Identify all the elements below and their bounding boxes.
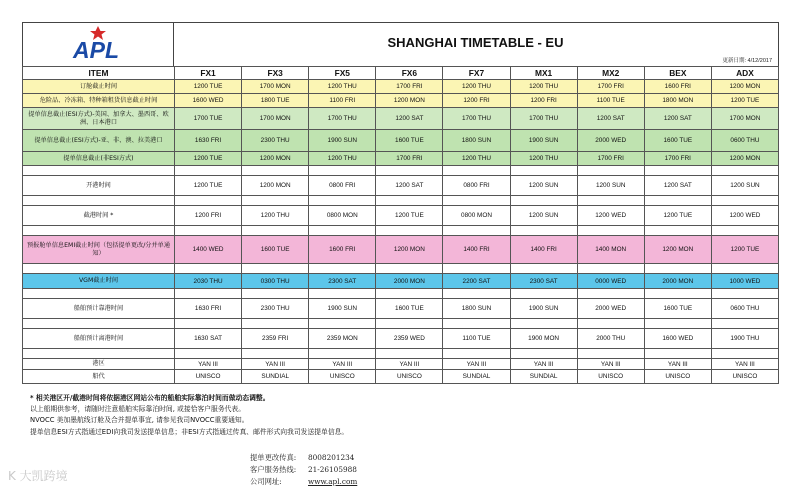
table-cell: UNISCO	[309, 370, 376, 384]
table-cell: 1600 FRI	[644, 80, 711, 94]
table-cell	[711, 264, 778, 274]
row-label	[23, 319, 175, 329]
table-cell	[577, 166, 644, 176]
column-header: FX3	[242, 67, 309, 80]
table-cell: 1400 FRI	[510, 236, 577, 264]
row-label: 港区	[23, 359, 175, 370]
table-cell: YAN III	[376, 359, 443, 370]
table-cell: 1600 TUE	[644, 299, 711, 319]
column-header: FX6	[376, 67, 443, 80]
table-row	[23, 80, 779, 94]
table-cell: 1100 TUE	[443, 329, 510, 349]
row-label	[23, 196, 175, 206]
table-cell: 1200 MON	[376, 94, 443, 108]
row-label	[23, 289, 175, 299]
table-cell	[644, 166, 711, 176]
table-cell: 0600 THU	[711, 299, 778, 319]
table-cell: 1200 FRI	[175, 206, 242, 226]
table-cell: 1200 MON	[644, 236, 711, 264]
table-cell	[711, 226, 778, 236]
table-cell: YAN III	[711, 359, 778, 370]
table-cell: 2000 WED	[577, 130, 644, 152]
table-cell: YAN III	[309, 359, 376, 370]
table-cell	[510, 349, 577, 359]
fax-number: 8008201234	[308, 453, 355, 462]
table-cell	[443, 226, 510, 236]
table-cell: YAN III	[644, 359, 711, 370]
table-cell: 1200 WED	[711, 206, 778, 226]
table-cell: 1600 TUE	[242, 236, 309, 264]
table-cell	[242, 264, 309, 274]
table-cell	[644, 196, 711, 206]
table-cell: 1900 SUN	[309, 130, 376, 152]
table-cell: 1200 SAT	[644, 176, 711, 196]
table-cell: 1200 TUE	[175, 152, 242, 166]
table-cell: 1200 THU	[510, 152, 577, 166]
table-cell: 1200 THU	[443, 80, 510, 94]
table-cell	[443, 289, 510, 299]
row-label: 提单信息截止(ESI方式)-美国、加拿大、墨西哥、欧洲、日本港口	[23, 108, 175, 130]
note-line: NVOCC 美加墨航线订舱及合并提单事宜, 请参见我司NVOCC重要通知。	[30, 416, 249, 425]
update-date-label: 更新日期:	[722, 58, 746, 64]
table-cell: 1100 TUE	[577, 94, 644, 108]
row-label: 截港时间 *	[23, 206, 175, 226]
table-cell	[175, 264, 242, 274]
table-cell: 0000 WED	[577, 274, 644, 289]
row-label: 船舶预计靠港时间	[23, 299, 175, 319]
table-cell: 1200 TUE	[175, 80, 242, 94]
contact-row	[250, 452, 357, 464]
table-cell	[175, 319, 242, 329]
hotline-number: 21-26105988	[308, 465, 357, 474]
table-cell	[309, 166, 376, 176]
table-row	[23, 176, 779, 196]
table-cell: 1700 FRI	[577, 80, 644, 94]
table-cell: 1900 SUN	[510, 130, 577, 152]
table-cell: 1200 TUE	[711, 236, 778, 264]
table-row	[23, 359, 779, 370]
table-cell: 2300 THU	[242, 299, 309, 319]
table-cell: 1200 THU	[242, 206, 309, 226]
table-cell	[376, 349, 443, 359]
table-cell: 0800 MON	[309, 206, 376, 226]
table-row	[23, 226, 779, 236]
column-header-item: ITEM	[23, 67, 175, 80]
table-cell: 1700 MON	[711, 108, 778, 130]
table-cell: 1200 SAT	[376, 176, 443, 196]
table-cell	[510, 289, 577, 299]
table-cell: 1630 FRI	[175, 130, 242, 152]
table-cell	[376, 166, 443, 176]
table-cell	[242, 166, 309, 176]
row-label	[23, 166, 175, 176]
table-row	[23, 108, 779, 130]
table-cell: 0300 THU	[242, 274, 309, 289]
website-link[interactable]: www.apl.com	[308, 477, 358, 486]
table-cell: 1200 THU	[309, 80, 376, 94]
table-cell: 1400 MON	[577, 236, 644, 264]
table-cell	[242, 319, 309, 329]
table-cell: 2359 FRI	[242, 329, 309, 349]
table-cell: 1200 SAT	[577, 108, 644, 130]
table-cell	[510, 166, 577, 176]
table-cell	[577, 226, 644, 236]
table-cell	[711, 349, 778, 359]
timetable-table	[22, 66, 779, 384]
table-cell: UNISCO	[644, 370, 711, 384]
table-cell: 1630 FRI	[175, 299, 242, 319]
table-cell: 1200 MON	[711, 80, 778, 94]
table-cell	[242, 349, 309, 359]
table-cell: 1200 TUE	[711, 94, 778, 108]
table-cell: 0800 MON	[443, 206, 510, 226]
table-cell	[510, 226, 577, 236]
table-cell: 1600 TUE	[644, 130, 711, 152]
table-row	[23, 206, 779, 226]
table-cell: 1700 MON	[242, 108, 309, 130]
table-cell: SUNDIAL	[510, 370, 577, 384]
table-cell	[577, 319, 644, 329]
table-cell: UNISCO	[711, 370, 778, 384]
column-header: MX1	[510, 67, 577, 80]
table-cell	[175, 166, 242, 176]
table-cell: 1800 SUN	[443, 130, 510, 152]
table-row	[23, 130, 779, 152]
table-cell: 1200 SUN	[577, 176, 644, 196]
row-label	[23, 226, 175, 236]
table-cell	[577, 289, 644, 299]
table-cell: 1200 TUE	[175, 176, 242, 196]
table-cell: 1800 TUE	[242, 94, 309, 108]
watermark: K 大凯跨境	[8, 469, 68, 483]
table-cell	[309, 264, 376, 274]
table-cell	[175, 289, 242, 299]
row-label	[23, 349, 175, 359]
note-line: 提单信息ESI方式指通过EDI向我司发送提单信息；非ESI方式指通过传真、邮件形式向我司发送提单信息。	[30, 427, 349, 436]
table-cell: 1800 MON	[644, 94, 711, 108]
row-label: 订舱截止时间	[23, 80, 175, 94]
update-date-value: 4/12/2017	[747, 58, 772, 64]
table-cell: 1700 TUE	[175, 108, 242, 130]
table-cell: 1900 SUN	[309, 299, 376, 319]
table-cell: UNISCO	[175, 370, 242, 384]
table-cell: 1700 FRI	[644, 152, 711, 166]
table-cell	[443, 319, 510, 329]
table-cell	[309, 289, 376, 299]
table-cell	[577, 196, 644, 206]
table-cell: 1200 SAT	[644, 108, 711, 130]
table-cell: 1400 WED	[175, 236, 242, 264]
table-cell: 1200 THU	[309, 152, 376, 166]
table-cell	[376, 196, 443, 206]
table-cell	[577, 349, 644, 359]
row-label: 提单信息截止(非ESI方式)	[23, 152, 175, 166]
table-cell: 1200 MON	[711, 152, 778, 166]
table-cell: 2300 SAT	[309, 274, 376, 289]
table-cell: 2000 THU	[577, 329, 644, 349]
timetable-header	[22, 22, 779, 68]
table-cell	[175, 349, 242, 359]
table-cell: 1200 SAT	[376, 108, 443, 130]
table-cell: 2300 SAT	[510, 274, 577, 289]
table-cell: 2359 MON	[309, 329, 376, 349]
table-cell: 1200 TUE	[644, 206, 711, 226]
table-row	[23, 370, 779, 384]
table-cell: 2200 SAT	[443, 274, 510, 289]
column-header: FX7	[443, 67, 510, 80]
table-cell	[175, 226, 242, 236]
table-cell: YAN III	[577, 359, 644, 370]
table-cell	[510, 319, 577, 329]
table-cell	[711, 289, 778, 299]
table-row	[23, 264, 779, 274]
contact-label: 客户服务热线:	[250, 465, 297, 474]
logo-text: APL	[73, 37, 119, 63]
table-cell: 2000 MON	[644, 274, 711, 289]
table-row	[23, 319, 779, 329]
table-cell: 1400 FRI	[443, 236, 510, 264]
table-cell: 2000 MON	[376, 274, 443, 289]
contact-info	[250, 452, 357, 488]
table-cell	[309, 319, 376, 329]
table-cell: 2300 THU	[242, 130, 309, 152]
table-cell	[443, 349, 510, 359]
table-row	[23, 274, 779, 289]
table-cell: 1200 WED	[577, 206, 644, 226]
table-cell	[443, 264, 510, 274]
table-row	[23, 299, 779, 319]
row-label: 开港时间	[23, 176, 175, 196]
table-cell: 1700 THU	[510, 108, 577, 130]
table-row	[23, 152, 779, 166]
table-cell: YAN III	[242, 359, 309, 370]
table-cell	[443, 166, 510, 176]
table-cell	[376, 319, 443, 329]
row-label: 预报舱单信息EMI截止时间（包括提单更改/分并单通知）	[23, 236, 175, 264]
table-cell	[577, 264, 644, 274]
table-cell	[443, 196, 510, 206]
table-cell: UNISCO	[577, 370, 644, 384]
table-cell: 2359 WED	[376, 329, 443, 349]
table-cell: 1600 TUE	[376, 299, 443, 319]
table-cell	[242, 226, 309, 236]
table-cell: 1700 FRI	[376, 80, 443, 94]
table-cell	[711, 166, 778, 176]
table-cell: 1600 FRI	[309, 236, 376, 264]
table-cell: YAN III	[175, 359, 242, 370]
table-cell: 1600 WED	[644, 329, 711, 349]
table-cell: 1900 THU	[711, 329, 778, 349]
table-cell: 1700 FRI	[376, 152, 443, 166]
contact-label: 提单更改传真:	[250, 453, 297, 462]
table-cell: 1200 FRI	[510, 94, 577, 108]
table-cell: 1200 SUN	[510, 176, 577, 196]
table-cell	[175, 196, 242, 206]
table-row	[23, 329, 779, 349]
table-row	[23, 94, 779, 108]
table-cell: SUNDIAL	[242, 370, 309, 384]
table-cell	[309, 349, 376, 359]
row-label: VGM截止时间	[23, 274, 175, 289]
table-cell: 1200 MON	[376, 236, 443, 264]
table-cell	[644, 289, 711, 299]
row-label	[23, 264, 175, 274]
contact-label: 公司网址:	[250, 477, 282, 486]
table-cell: 1200 THU	[510, 80, 577, 94]
column-header: BEX	[644, 67, 711, 80]
table-cell	[711, 196, 778, 206]
table-cell: 1200 SUN	[510, 206, 577, 226]
table-cell: 1200 TUE	[376, 206, 443, 226]
table-cell	[242, 289, 309, 299]
apl-logo	[23, 23, 174, 67]
table-cell: 0800 FRI	[309, 176, 376, 196]
table-cell	[711, 319, 778, 329]
table-cell	[376, 289, 443, 299]
table-cell	[510, 264, 577, 274]
table-cell: 1700 FRI	[577, 152, 644, 166]
contact-row	[250, 476, 357, 488]
table-cell: YAN III	[510, 359, 577, 370]
table-header-row	[23, 67, 779, 80]
table-cell	[644, 226, 711, 236]
note-line: * 相关港区开/截港时间将依据港区网站公布的船舶实际靠泊时间而做动态调整。	[30, 394, 270, 402]
table-cell: SUNDIAL	[443, 370, 510, 384]
table-row	[23, 196, 779, 206]
table-cell: 1800 SUN	[443, 299, 510, 319]
table-row	[23, 349, 779, 359]
table-cell: 1600 WED	[175, 94, 242, 108]
table-cell	[376, 226, 443, 236]
page-title: SHANGHAI TIMETABLE - EU	[387, 35, 564, 50]
table-row	[23, 289, 779, 299]
column-header: FX5	[309, 67, 376, 80]
table-cell: 1700 MON	[242, 80, 309, 94]
table-cell: 0600 THU	[711, 130, 778, 152]
notes	[30, 393, 348, 438]
table-cell: 2000 WED	[577, 299, 644, 319]
table-cell: 1200 FRI	[443, 94, 510, 108]
table-cell: 1630 SAT	[175, 329, 242, 349]
table-cell: YAN III	[443, 359, 510, 370]
table-cell: 1900 MON	[510, 329, 577, 349]
table-cell	[510, 196, 577, 206]
column-header: FX1	[175, 67, 242, 80]
column-header: ADX	[711, 67, 778, 80]
update-date	[722, 56, 772, 64]
table-row	[23, 166, 779, 176]
row-label: 船代	[23, 370, 175, 384]
table-cell: 1000 WED	[711, 274, 778, 289]
table-cell: 1200 MON	[242, 176, 309, 196]
table-cell	[644, 349, 711, 359]
row-label: 提单信息截止(ESI方式)-亚、非、澳、拉美港口	[23, 130, 175, 152]
table-cell: 1100 FRI	[309, 94, 376, 108]
table-cell	[242, 196, 309, 206]
table-cell	[644, 319, 711, 329]
table-row	[23, 236, 779, 264]
table-cell	[309, 226, 376, 236]
table-cell: 1200 MON	[242, 152, 309, 166]
table-cell	[309, 196, 376, 206]
table-cell: 2030 THU	[175, 274, 242, 289]
contact-row	[250, 464, 357, 476]
table-cell: 0800 FRI	[443, 176, 510, 196]
table-cell: 1200 SUN	[711, 176, 778, 196]
table-cell: 1700 THU	[443, 108, 510, 130]
table-cell: 1900 SUN	[510, 299, 577, 319]
table-cell: UNISCO	[376, 370, 443, 384]
row-label: 危险品、冷冻箱、特种箱租货信息截止时间	[23, 94, 175, 108]
table-cell	[376, 264, 443, 274]
note-line: 以上船期供参考，请随时注意船舶实际靠泊时间, 或接恰客户服务代表。	[30, 405, 246, 414]
table-cell	[644, 264, 711, 274]
column-header: MX2	[577, 67, 644, 80]
table-cell: 1700 THU	[309, 108, 376, 130]
table-cell: 1200 THU	[443, 152, 510, 166]
row-label: 船舶预计离港时间	[23, 329, 175, 349]
table-cell: 1600 TUE	[376, 130, 443, 152]
